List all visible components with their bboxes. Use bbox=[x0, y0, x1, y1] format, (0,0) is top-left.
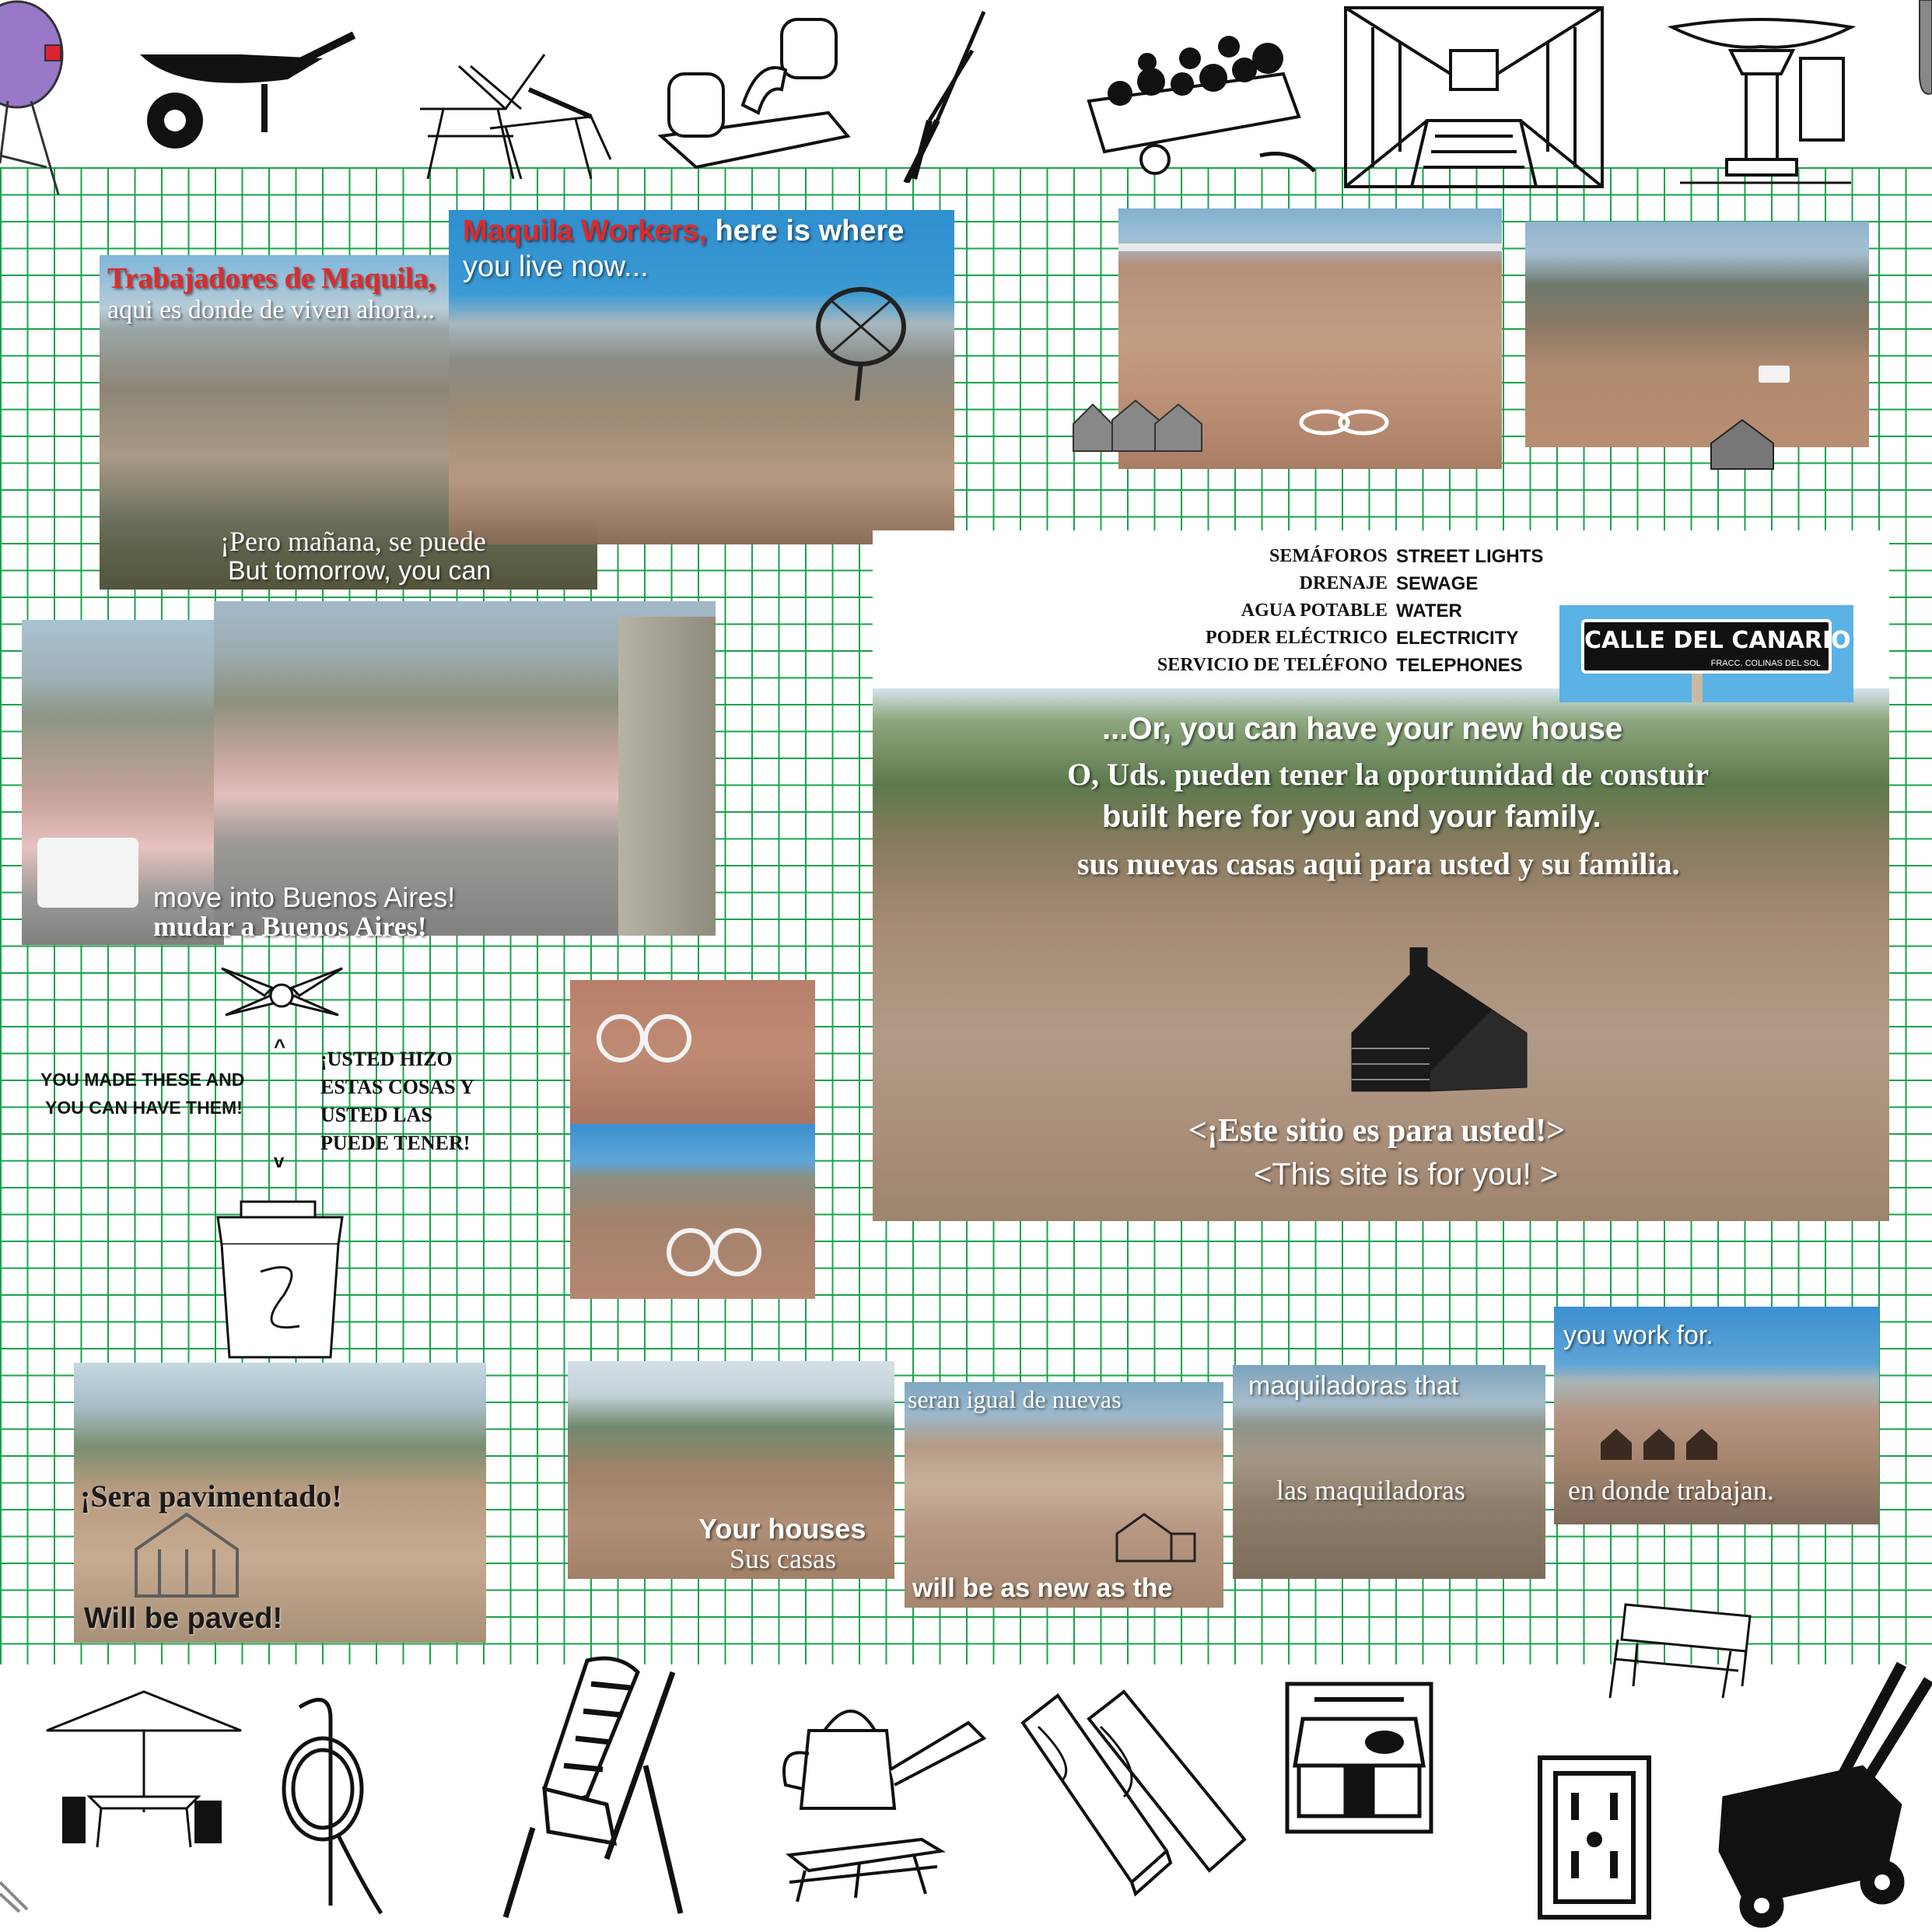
white-truck bbox=[1759, 366, 1790, 383]
usted-hizo-line2: ESTAS COSAS Y bbox=[320, 1076, 474, 1098]
houses-cluster-icon bbox=[1069, 393, 1206, 455]
watering-can-icon bbox=[778, 1699, 988, 1812]
maquila-workers-title bbox=[463, 215, 904, 248]
rooftop-satellite-photo bbox=[449, 210, 954, 544]
you-work-for-photo bbox=[1554, 1307, 1879, 1524]
service-en-3: WATER bbox=[1396, 600, 1462, 621]
row-houses-icon bbox=[1601, 1427, 1725, 1462]
white-fence bbox=[1118, 243, 1502, 251]
chalk-circle-pair bbox=[593, 1007, 702, 1069]
birdbath-icon bbox=[1664, 8, 1859, 191]
seran-igual: seran igual de nuevas bbox=[908, 1385, 1122, 1413]
hot-tub-icon bbox=[1283, 1680, 1435, 1836]
maquila-workers-red: Maquila Workers, bbox=[463, 215, 707, 247]
new-as-photo bbox=[905, 1382, 1223, 1608]
service-en-4: ELECTRICITY bbox=[1396, 628, 1519, 649]
house-outline-icon bbox=[1113, 1510, 1199, 1565]
street-sign-sub: FRACC. COLINAS DEL SOL bbox=[1710, 659, 1821, 668]
you-work-for: you work for. bbox=[1563, 1321, 1713, 1350]
street-sign-name: CALLE DEL CANARIO bbox=[1584, 627, 1851, 654]
maquiladoras-that: maquiladoras that bbox=[1248, 1371, 1459, 1401]
but-tomorrow-text: But tomorrow, you can bbox=[228, 556, 492, 586]
your-houses-photo bbox=[568, 1361, 894, 1579]
aqui-subtitle: aqui es donde de viven ahora... bbox=[107, 296, 436, 324]
beach-chair-icon bbox=[490, 1649, 712, 1929]
service-es-1: SEMÁFOROS bbox=[1269, 546, 1388, 566]
chalk-circles-photo-top bbox=[570, 980, 815, 1124]
planter-box-icon bbox=[1073, 16, 1330, 191]
grill-icon bbox=[0, 0, 70, 194]
move-into-buenos-aires: move into Buenos Aires! bbox=[153, 881, 456, 913]
small-house-icon bbox=[1707, 416, 1777, 471]
block-wall bbox=[618, 617, 716, 936]
main-line1: ...Or, you can have your new house bbox=[1102, 712, 1623, 746]
washing-machine-icon bbox=[206, 1186, 350, 1361]
maquiladoras-photo bbox=[1233, 1365, 1545, 1579]
will-be-as-new: will be as new as the bbox=[912, 1573, 1173, 1603]
dirt-road-truck-photo bbox=[1525, 222, 1869, 447]
white-pickup-truck bbox=[37, 838, 138, 908]
service-en-5: TELEPHONES bbox=[1396, 655, 1523, 676]
blue-sky-hills-photo bbox=[570, 1124, 815, 1299]
chalk-circle-pair-2 bbox=[663, 1221, 772, 1283]
here-is-where: here is where bbox=[715, 215, 905, 247]
service-es-5: SERVICIO DE TELÉFONO bbox=[1157, 655, 1388, 675]
pero-manana-text: ¡Pero mañana, se puede bbox=[220, 526, 486, 557]
garden-hose-icon bbox=[268, 1688, 385, 1921]
en-donde-trabajan: en donde trabajan. bbox=[1568, 1475, 1774, 1506]
las-maquiladoras: las maquiladoras bbox=[1276, 1475, 1465, 1506]
main-line4: sus nuevas casas aqui para usted y su familia. bbox=[1077, 846, 1680, 881]
frame-house-icon bbox=[128, 1507, 245, 1600]
wheelbarrow-icon bbox=[132, 23, 366, 156]
sera-pavimentado: ¡Sera pavimentado! bbox=[80, 1479, 342, 1514]
ceiling-fan-icon bbox=[218, 961, 346, 1023]
rake-icon bbox=[0, 1867, 31, 1913]
main-line3: built here for you and your family. bbox=[1102, 800, 1601, 834]
caret-up: ^ bbox=[274, 1034, 286, 1058]
site-en: <This site is for you! > bbox=[1254, 1157, 1559, 1192]
wall-outlet-icon bbox=[1536, 1754, 1653, 1921]
picnic-table-icon bbox=[782, 1836, 949, 1906]
faucet-icon bbox=[649, 12, 859, 191]
greenhouse-icon bbox=[1342, 4, 1606, 191]
shovel-icon bbox=[1906, 0, 1932, 101]
street-sign-photo bbox=[1559, 605, 1853, 702]
usted-hizo-line3: USTED LAS bbox=[320, 1104, 432, 1126]
lounge-chairs-icon bbox=[412, 43, 614, 183]
street-sign bbox=[1581, 619, 1851, 674]
site-es: <¡Este sitio es para usted!> bbox=[1188, 1113, 1566, 1149]
mudar-a-buenos-aires: mudar a Buenos Aires! bbox=[153, 911, 427, 942]
sus-casas-text: Sus casas bbox=[730, 1543, 836, 1574]
caret-down: v bbox=[274, 1151, 285, 1172]
chalk-circles bbox=[1297, 403, 1391, 442]
you-made-these-line1: YOU MADE THESE AND bbox=[40, 1069, 245, 1090]
trabajadores-title: Trabajadores de Maquila, bbox=[107, 262, 436, 295]
usted-hizo-line4: PUEDE TENER! bbox=[320, 1132, 471, 1154]
tomorrow-caption-strip bbox=[100, 517, 597, 590]
you-made-these-line2: YOU CAN HAVE THEM! bbox=[45, 1097, 243, 1118]
service-es-2: DRENAJE bbox=[1299, 573, 1388, 593]
patio-umbrella-table-icon bbox=[43, 1688, 245, 1851]
service-en-2: SEWAGE bbox=[1396, 573, 1479, 594]
your-houses-text: Your houses bbox=[698, 1513, 866, 1545]
will-be-paved: Will be paved! bbox=[84, 1602, 283, 1635]
service-en-1: STREET LIGHTS bbox=[1396, 546, 1544, 567]
lumber-boards-icon bbox=[1015, 1688, 1248, 1898]
service-es-4: PODER ELÉCTRICO bbox=[1205, 628, 1388, 648]
service-es-3: AGUA POTABLE bbox=[1241, 600, 1388, 621]
you-live-now: you live now... bbox=[463, 250, 649, 283]
sign-post bbox=[1692, 674, 1703, 702]
satellite-dish-icon bbox=[814, 284, 908, 401]
log-cabin-icon bbox=[1336, 947, 1538, 1095]
main-line2: O, Uds. pueden tener la oportunidad de constuir bbox=[1067, 757, 1709, 792]
lawn-mower-icon bbox=[1715, 1649, 1932, 1932]
hedge-shears-icon bbox=[894, 4, 996, 183]
usted-hizo-line1: ¡USTED HIZO bbox=[320, 1048, 453, 1070]
